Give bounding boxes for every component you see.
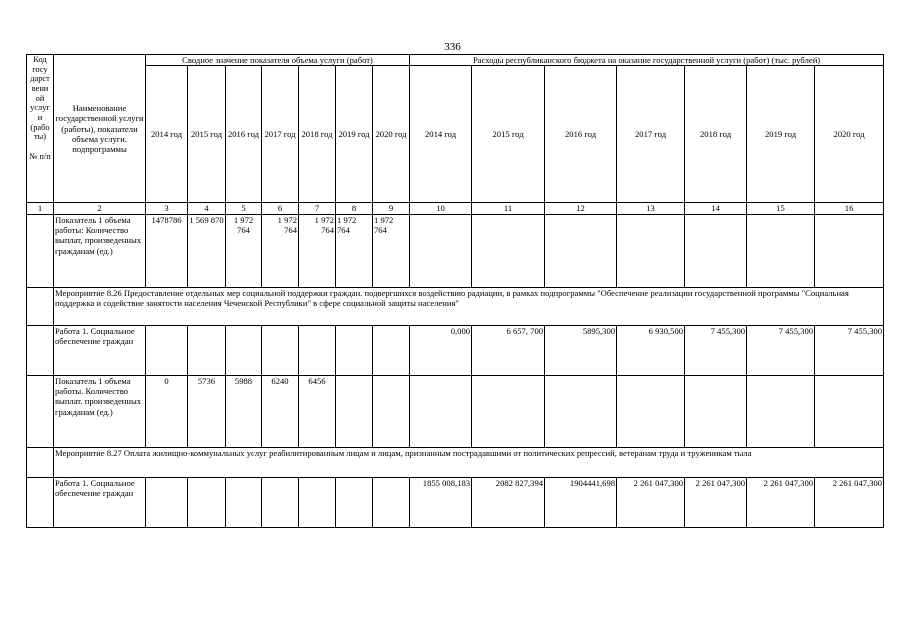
column-number: 2 (54, 203, 146, 214)
header-year: 2019 год (336, 66, 373, 203)
value-cell: 1 972 764 (373, 214, 410, 287)
column-number: 11 (472, 203, 545, 214)
column-number: 5 (226, 203, 262, 214)
kod-cell (27, 447, 54, 477)
kod-cell (27, 325, 54, 375)
expense-cell: 2 261 047,300 (815, 477, 884, 527)
expense-cell: 2 261 047,300 (685, 477, 747, 527)
expense-cell: 6 657, 700 (472, 325, 545, 375)
measure-row-826: Мероприятие 8.26 Предоставление отдельных мер социальной поддержки граждан. подвергшихся воздействию радиации, в рамках подпрограммы "Обеспечение реализации государственной программы "Социальная поддержка и содействие занятости населения Чеченской Республики" в сфере социальной защиты населения" (54, 287, 884, 325)
header-group-expenses: Расходы республиканского бюджета на оказание государственной услуги (работ) (тыс. рублей) (410, 55, 884, 66)
value-cell (188, 325, 226, 375)
table-row (27, 325, 884, 375)
value-cell: 0 (146, 375, 188, 447)
header-year: 2020 год (373, 66, 410, 203)
column-number: 3 (146, 203, 188, 214)
value-cell (226, 325, 262, 375)
header-year: 2019 год (747, 66, 815, 203)
header-year: 2020 год (815, 66, 884, 203)
kod-cell (27, 214, 54, 287)
header-year: 2018 год (299, 66, 336, 203)
kod-cell (27, 287, 54, 325)
header-year: 2015 год (188, 66, 226, 203)
value-cell: 5988 (226, 375, 262, 447)
value-cell (373, 375, 410, 447)
value-cell (747, 214, 815, 287)
column-number: 9 (373, 203, 410, 214)
header-year: 2015 год (472, 66, 545, 203)
value-cell: 5736 (188, 375, 226, 447)
value-cell: 1 972 764 (336, 214, 373, 287)
column-number: 15 (747, 203, 815, 214)
value-cell (685, 214, 747, 287)
header-year: 2014 год (146, 66, 188, 203)
value-cell (545, 375, 617, 447)
value-cell (472, 375, 545, 447)
value-cell (815, 214, 884, 287)
row-name: Работа 1. Социальное обеспечение граждан (54, 325, 146, 375)
value-cell (336, 375, 373, 447)
value-cell (410, 375, 472, 447)
table-row (27, 447, 884, 477)
table-row (27, 477, 884, 527)
value-cell (685, 375, 747, 447)
value-cell (188, 477, 226, 527)
value-cell (815, 375, 884, 447)
column-number: 4 (188, 203, 226, 214)
expense-cell: 7 455,300 (747, 325, 815, 375)
header-year: 2016 год (545, 66, 617, 203)
value-cell: 1 972 764 (226, 214, 262, 287)
column-number: 16 (815, 203, 884, 214)
value-cell (747, 375, 815, 447)
value-cell (617, 375, 685, 447)
value-cell (617, 214, 685, 287)
column-number: 10 (410, 203, 472, 214)
expense-cell: 6 930,500 (617, 325, 685, 375)
value-cell (299, 325, 336, 375)
column-number: 6 (262, 203, 299, 214)
kod-cell (27, 477, 54, 527)
value-cell: 1 972 764 (299, 214, 336, 287)
column-number: 14 (685, 203, 747, 214)
value-cell (336, 325, 373, 375)
header-year: 2017 год (262, 66, 299, 203)
header-year: 2016 год (226, 66, 262, 203)
value-cell (146, 325, 188, 375)
value-cell: 6456 (299, 375, 336, 447)
row-name: Показатель 1 объема работы. Количество выплат. произведенных гражданам (ед.) (54, 375, 146, 447)
header-group-volume: Сводное значение показателя объема услуги (работ) (146, 55, 410, 66)
value-cell: 6240 (262, 375, 299, 447)
table-row (27, 287, 884, 325)
expense-cell: 7 455,300 (685, 325, 747, 375)
header-year: 2017 год (617, 66, 685, 203)
value-cell (373, 325, 410, 375)
value-cell (545, 214, 617, 287)
value-cell (373, 477, 410, 527)
value-cell: 1478786 (146, 214, 188, 287)
header-kod-text: Код госу дарст вени ой услуг и (рабо ты) (30, 55, 50, 142)
column-number-row (27, 203, 884, 214)
value-cell (226, 477, 262, 527)
table-row (27, 214, 884, 287)
table-row (27, 375, 884, 447)
measure-row-827: Мероприятие 8.27 Оплата жилищно-коммунальных услуг реабилитированным лицам и лицам, признанным пострадавшими от политических репрессий, ветеранам труда и труженикам тыла (54, 447, 884, 477)
column-number: 8 (336, 203, 373, 214)
value-cell (336, 477, 373, 527)
header-year: 2018 год (685, 66, 747, 203)
expense-cell: 2 261 047,300 (617, 477, 685, 527)
header-name: Наименование государственной услуги (работы), показатели объема услуги. подпрограммы (54, 55, 146, 203)
expense-cell: 2 261 047,300 (747, 477, 815, 527)
row-name: Работа 1. Социальное обеспечение граждан (54, 477, 146, 527)
column-number: 7 (299, 203, 336, 214)
column-number: 1 (27, 203, 54, 214)
value-cell (146, 477, 188, 527)
value-cell: 1 569 870 (188, 214, 226, 287)
row-name: Показатель 1 объема работы: Количество выплат, произведенных гражданам (ед.) (54, 214, 146, 287)
header-year: 2014 год (410, 66, 472, 203)
expense-cell: 7 455,300 (815, 325, 884, 375)
expense-cell: 2082 827,394 (472, 477, 545, 527)
expense-cell: 0,000 (410, 325, 472, 375)
value-cell (472, 214, 545, 287)
expense-cell: 1855 008,183 (410, 477, 472, 527)
column-number: 12 (545, 203, 617, 214)
value-cell (410, 214, 472, 287)
budget-table (26, 54, 884, 528)
expense-cell: 1904441,698 (545, 477, 617, 527)
column-number: 13 (617, 203, 685, 214)
value-cell (262, 477, 299, 527)
kod-cell (27, 375, 54, 447)
value-cell: 1 972 764 (262, 214, 299, 287)
header-kod (27, 55, 54, 203)
value-cell (299, 477, 336, 527)
value-cell (262, 325, 299, 375)
expense-cell: 5895,300 (545, 325, 617, 375)
header-kod-np: № п/п (29, 151, 51, 161)
page-number: 336 (444, 41, 461, 53)
